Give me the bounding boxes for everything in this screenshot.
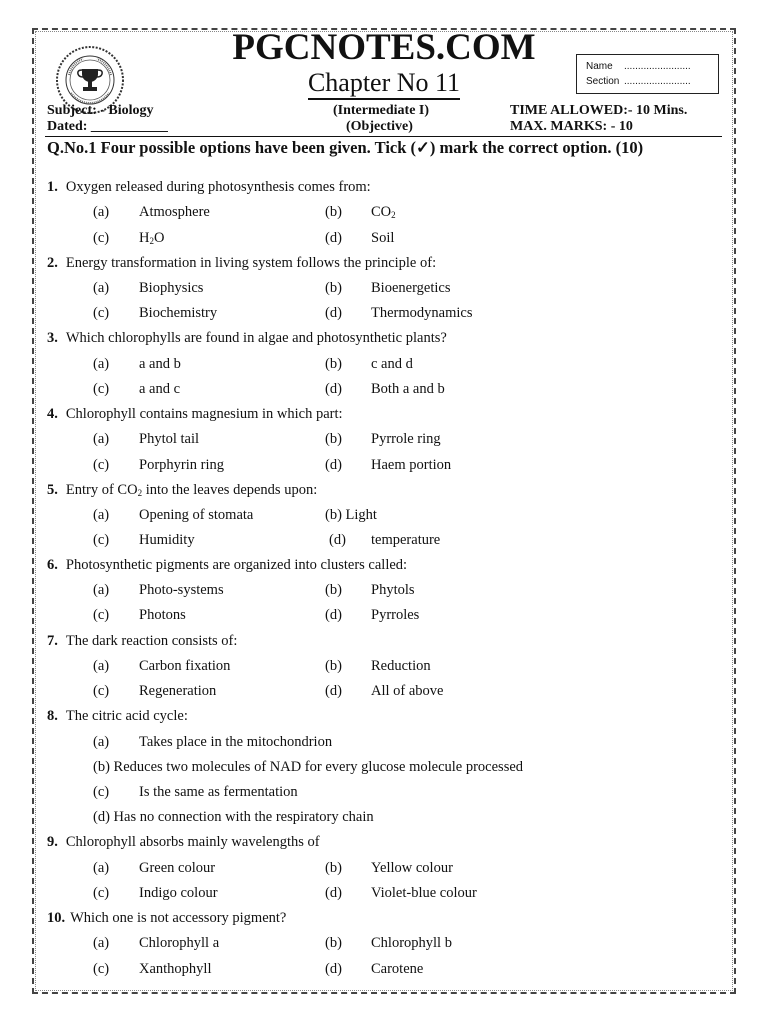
q10-option-d[interactable]: Carotene xyxy=(371,961,424,977)
q7-option-c[interactable]: Regeneration xyxy=(139,683,217,699)
q3-label-b: (b) xyxy=(325,356,342,372)
q4-option-c[interactable]: Porphyrin ring xyxy=(139,457,224,473)
question-1: 1. Oxygen released during photosynthesis comes from: xyxy=(47,179,371,195)
question-9: 9. Chlorophyll absorbs mainly wavelengths of xyxy=(47,834,320,850)
q5-option-c[interactable]: Humidity xyxy=(139,532,195,548)
q3-label-d: (d) xyxy=(325,381,342,397)
header-divider xyxy=(45,136,722,137)
q10-label-d: (d) xyxy=(325,961,342,977)
question-10: 10. Which one is not accessory pigment? xyxy=(47,910,287,926)
q6-label-d: (d) xyxy=(325,607,342,623)
question-6: 6. Photosynthetic pigments are organized into clusters called: xyxy=(47,557,408,573)
q1-label-a: (a) xyxy=(93,204,110,220)
h-text: H xyxy=(139,230,150,246)
q9-option-c[interactable]: Indigo colour xyxy=(139,885,218,901)
q1-option-a[interactable]: Atmosphere xyxy=(139,204,210,220)
q7-label-b: (b) xyxy=(325,658,342,674)
section-row xyxy=(586,74,718,89)
q6-label-c: (c) xyxy=(93,607,110,623)
q7-label-d: (d) xyxy=(325,683,342,699)
q3-option-a[interactable]: a and b xyxy=(139,356,181,372)
q4-label-d: (d) xyxy=(325,457,342,473)
section-label: Section xyxy=(586,76,620,87)
q6-label-b: (b) xyxy=(325,582,342,598)
dated-label: Dated: ___________ xyxy=(47,119,168,134)
q9-option-b[interactable]: Yellow colour xyxy=(371,860,453,876)
q6-option-b[interactable]: Phytols xyxy=(371,582,415,598)
instruction: Q.No.1 Four possible options have been given. Tick (✓) mark the correct option. (10) xyxy=(47,138,644,157)
question-2: 2. Energy transformation in living system follows the principle of: xyxy=(47,255,437,271)
name-section-box xyxy=(576,54,719,94)
q10-option-a[interactable]: Chlorophyll a xyxy=(139,935,220,951)
q2-option-c[interactable]: Biochemistry xyxy=(139,305,218,321)
q9-label-d: (d) xyxy=(325,885,342,901)
q4-option-b[interactable]: Pyrrole ring xyxy=(371,431,441,447)
q8-option-a[interactable]: Takes place in the mitochondrion xyxy=(139,734,333,750)
time-allowed: TIME ALLOWED:- 10 Mins. xyxy=(510,103,688,118)
q5-label-d: (d) xyxy=(329,532,346,548)
question-8: 8. The citric acid cycle: xyxy=(47,708,188,724)
q4-label-a: (a) xyxy=(93,431,110,447)
name-label: Name xyxy=(586,61,613,72)
q6-option-a[interactable]: Photo-systems xyxy=(139,582,224,598)
question-3: 3. Which chlorophylls are found in algae and photosynthetic plants? xyxy=(47,330,447,346)
q10-option-c[interactable]: Xanthophyll xyxy=(139,961,212,977)
q9-label-c: (c) xyxy=(93,885,110,901)
name-row xyxy=(586,59,718,74)
q9-label-a: (a) xyxy=(93,860,110,876)
q7-option-b[interactable]: Reduction xyxy=(371,658,431,674)
max-marks: MAX. MARKS: - 10 xyxy=(510,119,633,134)
q5-option-a[interactable]: Opening of stomata xyxy=(139,507,254,523)
section-blank: ........................ xyxy=(624,76,691,87)
q2-option-d[interactable]: Thermodynamics xyxy=(371,305,473,321)
q8-option-c[interactable]: Is the same as fermentation xyxy=(139,784,298,800)
q5-option-b[interactable]: (b) Light xyxy=(325,507,377,523)
question-5: 5. Entry of $CO_2$ into the leaves depends upon: xyxy=(47,482,318,498)
q10-label-a: (a) xyxy=(93,935,110,951)
q6-option-c[interactable]: Photons xyxy=(139,607,186,623)
q3-label-a: (a) xyxy=(93,356,110,372)
q6-option-d[interactable]: Pyrroles xyxy=(371,607,420,623)
type-label: (Objective) xyxy=(346,119,413,134)
q9-option-d[interactable]: Violet-blue colour xyxy=(371,885,477,901)
subscript: 2 xyxy=(391,210,396,220)
q4-option-a[interactable]: Phytol tail xyxy=(139,431,200,447)
q2-option-b[interactable]: Bioenergetics xyxy=(371,280,451,296)
q2-option-a[interactable]: Biophysics xyxy=(139,280,204,296)
q3-option-d[interactable]: Both a and b xyxy=(371,381,445,397)
q8-label-c: (c) xyxy=(93,784,110,800)
q7-option-a[interactable]: Carbon fixation xyxy=(139,658,231,674)
q7-option-d[interactable]: All of above xyxy=(371,683,444,699)
q1-label-d: (d) xyxy=(325,230,342,246)
q10-label-c: (c) xyxy=(93,961,110,977)
co-text: CO xyxy=(371,204,392,220)
q5-label-c: (c) xyxy=(93,532,110,548)
q9-label-b: (b) xyxy=(325,860,342,876)
q1-option-b[interactable] xyxy=(371,203,396,221)
q7-label-a: (a) xyxy=(93,658,110,674)
q1-label-b: (b) xyxy=(325,204,342,220)
subject-label: Subject: - Biology xyxy=(47,103,154,118)
q2-label-a: (a) xyxy=(93,280,110,296)
q4-option-d[interactable]: Haem portion xyxy=(371,457,452,473)
q8-option-b[interactable]: (b) Reduces two molecules of NAD for every glucose molecule processed xyxy=(93,759,524,775)
q4-label-c: (c) xyxy=(93,457,110,473)
q3-option-c[interactable]: a and c xyxy=(139,381,181,397)
question-4: 4. Chlorophyll contains magnesium in which part: xyxy=(47,406,343,422)
q8-label-a: (a) xyxy=(93,734,110,750)
q5-label-a: (a) xyxy=(93,507,110,523)
chapter-text: Chapter No 11 xyxy=(308,68,460,100)
q3-option-b[interactable]: c and d xyxy=(371,356,413,372)
q4-label-b: (b) xyxy=(325,431,342,447)
question-7: 7. The dark reaction consists of: xyxy=(47,633,238,649)
subscript: 2 xyxy=(149,236,154,246)
q7-label-c: (c) xyxy=(93,683,110,699)
q9-option-a[interactable]: Green colour xyxy=(139,860,216,876)
q1-option-d[interactable]: Soil xyxy=(371,230,395,246)
q5-option-d[interactable]: temperature xyxy=(371,532,441,548)
q3-label-c: (c) xyxy=(93,381,110,397)
site-title: PGCNOTES.COM xyxy=(232,27,536,68)
q1-label-c: (c) xyxy=(93,230,110,246)
q8-option-d[interactable]: (d) Has no connection with the respiratory chain xyxy=(93,809,374,825)
q1-option-c[interactable] xyxy=(139,229,164,247)
name-blank: ........................ xyxy=(624,61,691,72)
q2-label-c: (c) xyxy=(93,305,110,321)
q6-label-a: (a) xyxy=(93,582,110,598)
level-label: (Intermediate I) xyxy=(333,103,430,118)
q2-label-b: (b) xyxy=(325,280,342,296)
q10-option-b[interactable]: Chlorophyll b xyxy=(371,935,452,951)
o-text: O xyxy=(153,230,165,246)
q2-label-d: (d) xyxy=(325,305,342,321)
q10-label-b: (b) xyxy=(325,935,342,951)
